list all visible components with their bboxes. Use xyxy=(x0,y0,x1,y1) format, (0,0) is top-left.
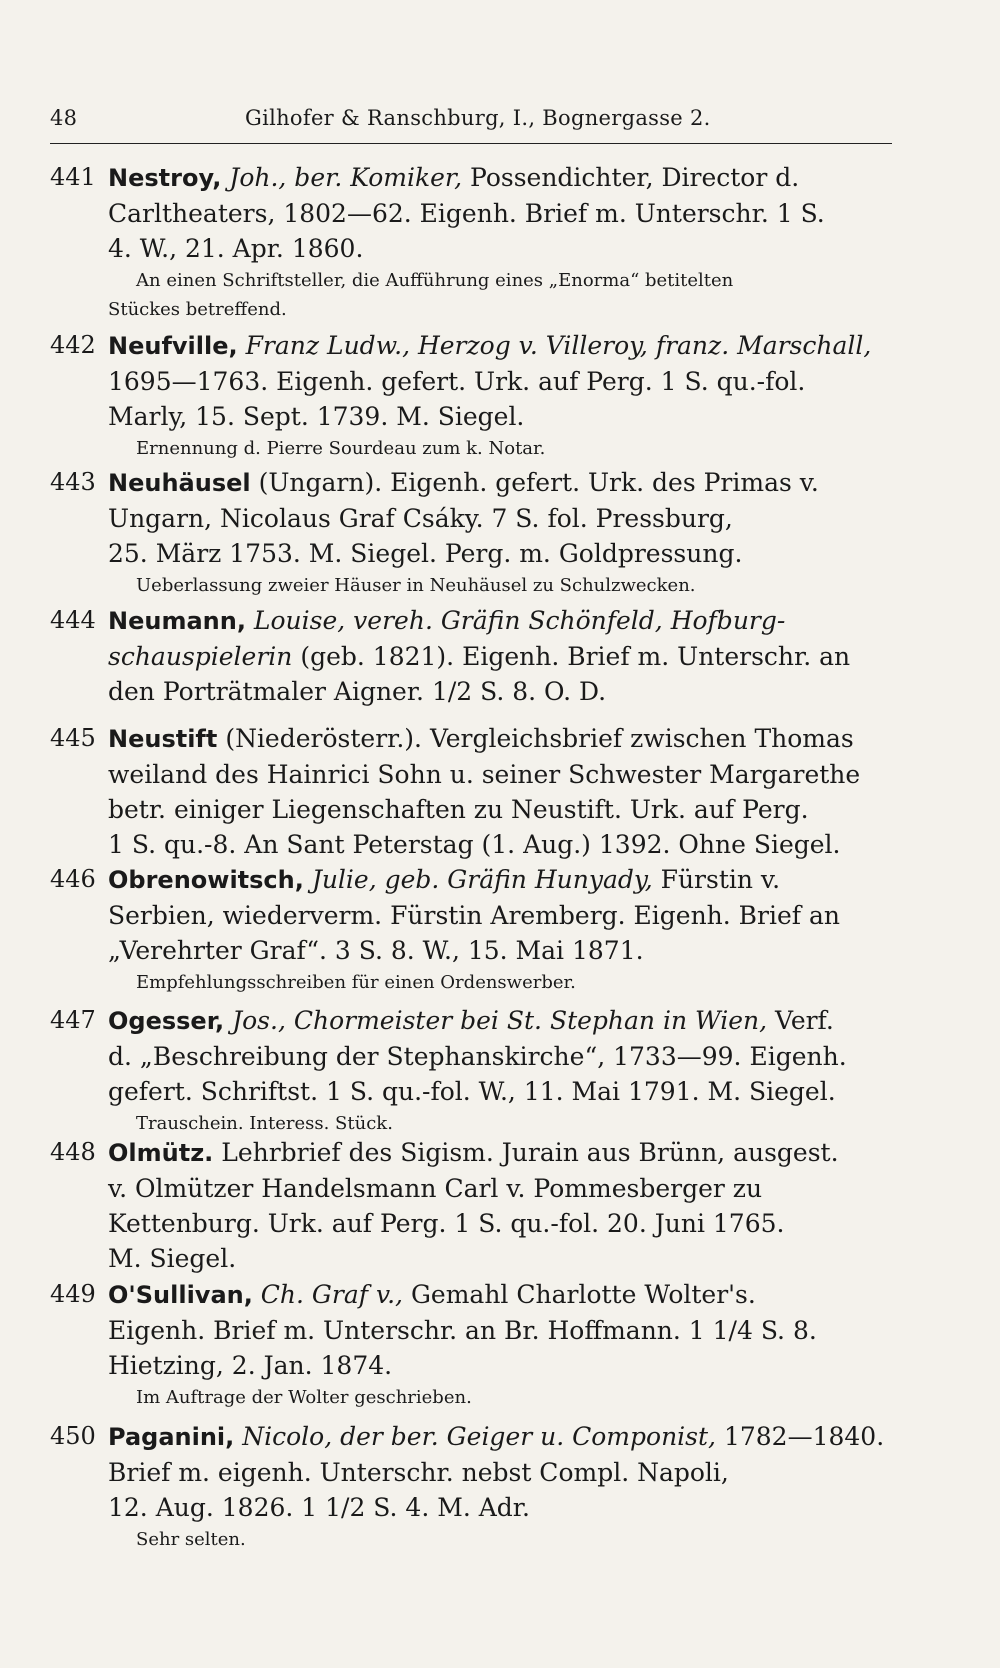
entry-line: 1695—1763. Eigenh. gefert. Urk. auf Perg. 1 S. qu.-fol. xyxy=(108,367,806,396)
entry-body xyxy=(108,1277,958,1412)
entry-line: Marly, 15. Sept. 1739. M. Siegel. xyxy=(108,402,525,431)
entry-number: 444 xyxy=(50,606,96,634)
entry-headword: Olmütz. xyxy=(108,1139,214,1167)
entry-line: 25. März 1753. M. Siegel. Perg. m. Goldpressung. xyxy=(108,539,743,568)
entry-line: weiland des Hainrici Sohn u. seiner Schwester Margarethe xyxy=(108,760,861,789)
entry-headword: Neufville, xyxy=(108,332,238,360)
entry-number: 450 xyxy=(50,1422,96,1450)
entry-line: 4. W., 21. Apr. 1860. xyxy=(108,234,364,263)
entry-line: 12. Aug. 1826. 1 1/2 S. 4. M. Adr. xyxy=(108,1493,530,1522)
entry-number: 445 xyxy=(50,724,96,752)
running-head xyxy=(50,106,900,140)
entry-line: Nestroy, Joh., ber. Komiker, Possendichter, Director d. xyxy=(108,163,800,192)
entry-line: Hietzing, 2. Jan. 1874. xyxy=(108,1351,393,1380)
entry-italic-text: schauspielerin xyxy=(108,642,293,671)
entry-body xyxy=(108,721,958,862)
entry-headword: Ogesser, xyxy=(108,1007,225,1035)
entry-line: Obrenowitsch, Julie, geb. Gräfin Hunyady, Fürstin v. xyxy=(108,865,781,894)
entry-body xyxy=(108,465,958,600)
entry-note: Ernennung d. Pierre Sourdeau zum k. Notar. xyxy=(136,438,546,459)
entry-line: Neustift (Niederösterr.). Vergleichsbrief zwischen Thomas xyxy=(108,724,854,753)
entry-body xyxy=(108,603,958,709)
entry-body xyxy=(108,1135,958,1276)
entry-line: Kettenburg. Urk. auf Perg. 1 S. qu.-fol. 20. Juni 1765. xyxy=(108,1209,785,1238)
entry-line: schauspielerin (geb. 1821). Eigenh. Brief m. Unterschr. an xyxy=(108,642,851,671)
entry-line: d. „Beschreibung der Stephanskirche“, 1733—99. Eigenh. xyxy=(108,1042,847,1071)
entry-italic-text: Julie, geb. Gräfin Hunyady, xyxy=(311,865,653,894)
entry-note: Trauschein. Interess. Stück. xyxy=(136,1113,393,1134)
entry-italic-text: Louise, vereh. Gräfin Schönfeld, Hofburg- xyxy=(253,606,786,635)
entry-number: 449 xyxy=(50,1280,96,1308)
entry-line: den Porträtmaler Aigner. 1/2 S. 8. O. D. xyxy=(108,677,607,706)
entry-body xyxy=(108,862,958,997)
entry-number: 443 xyxy=(50,468,96,496)
entry-line xyxy=(108,328,958,364)
entry-note: Empfehlungsschreiben für einen Ordenswerber. xyxy=(136,972,576,993)
page-number: 48 xyxy=(50,106,78,130)
entry-headword: Nestroy, xyxy=(108,164,222,192)
entry-line: betr. einiger Liegenschaften zu Neustift. Urk. auf Perg. xyxy=(108,795,809,824)
entry-body xyxy=(108,160,958,324)
header-rule xyxy=(50,143,892,144)
entry-line: Neuhäusel (Ungarn). Eigenh. gefert. Urk. des Primas v. xyxy=(108,468,819,497)
entry-number: 448 xyxy=(50,1138,96,1166)
entry-headword: Paganini, xyxy=(108,1423,235,1451)
entry-line: M. Siegel. xyxy=(108,1244,237,1273)
entry-body xyxy=(108,1419,958,1554)
entry-line: Brief m. eigenh. Unterschr. nebst Compl. Napoli, xyxy=(108,1458,729,1487)
entry-italic-text: Nicolo, der ber. Geiger u. Componist, xyxy=(242,1422,716,1451)
entry-headword: Neustift xyxy=(108,725,218,753)
entry-note: Stückes betreffend. xyxy=(108,299,287,320)
entry-italic-text: Jos., Chormeister bei St. Stephan in Wien, xyxy=(232,1006,768,1035)
entry-note: An einen Schriftsteller, die Aufführung eines „Enorma“ betitelten xyxy=(136,270,734,291)
entry-line: Paganini, Nicolo, der ber. Geiger u. Componist, 1782—1840. xyxy=(108,1422,885,1451)
entry-note: Im Auftrage der Wolter geschrieben. xyxy=(136,1387,472,1408)
entry-line xyxy=(108,603,958,639)
entry-line: Ogesser, Jos., Chormeister bei St. Stephan in Wien, Verf. xyxy=(108,1006,834,1035)
entry-line: Olmütz. Lehrbrief des Sigism. Jurain aus Brünn, ausgest. xyxy=(108,1138,839,1167)
entry-number: 447 xyxy=(50,1006,96,1034)
entry-note: Sehr selten. xyxy=(136,1529,246,1550)
entry-line: gefert. Schriftst. 1 S. qu.-fol. W., 11. Mai 1791. M. Siegel. xyxy=(108,1077,836,1106)
entry-number: 442 xyxy=(50,331,96,359)
entry-number: 446 xyxy=(50,865,96,893)
entry-italic-text: Franz Ludw., Herzog v. Villeroy, franz. Marschall, xyxy=(245,331,872,360)
entry-line: „Verehrter Graf“. 3 S. 8. W., 15. Mai 1871. xyxy=(108,936,644,965)
entry-line: v. Olmützer Handelsmann Carl v. Pommesberger zu xyxy=(108,1174,763,1203)
entry-note: Ueberlassung zweier Häuser in Neuhäusel zu Schulzwecken. xyxy=(136,575,696,596)
entry-line: O'Sullivan, Ch. Graf v., Gemahl Charlotte Wolter's. xyxy=(108,1280,756,1309)
entry-headword: Obrenowitsch, xyxy=(108,866,304,894)
entry-headword: Neuhäusel xyxy=(108,469,251,497)
entry-line: Carltheaters, 1802—62. Eigenh. Brief m. Unterschr. 1 S. xyxy=(108,199,825,228)
entry-line: Serbien, wiederverm. Fürstin Aremberg. Eigenh. Brief an xyxy=(108,901,840,930)
entry-line: Ungarn, Nicolaus Graf Csáky. 7 S. fol. Pressburg, xyxy=(108,504,733,533)
entry-body xyxy=(108,1003,958,1138)
entry-headword: O'Sullivan, xyxy=(108,1281,253,1309)
entry-line: 1 S. qu.-8. An Sant Peterstag (1. Aug.) 1392. Ohne Siegel. xyxy=(108,830,841,859)
entry-italic-text: Joh., ber. Komiker, xyxy=(229,163,463,192)
entry-headword: Neumann, xyxy=(108,607,246,635)
entry-line: Eigenh. Brief m. Unterschr. an Br. Hoffmann. 1 1/4 S. 8. xyxy=(108,1316,817,1345)
entry-italic-text: Ch. Graf v., xyxy=(260,1280,403,1309)
running-title: Gilhofer & Ranschburg, I., Bognergasse 2. xyxy=(245,106,711,130)
entry-body xyxy=(108,328,958,463)
entry-number: 441 xyxy=(50,163,96,191)
